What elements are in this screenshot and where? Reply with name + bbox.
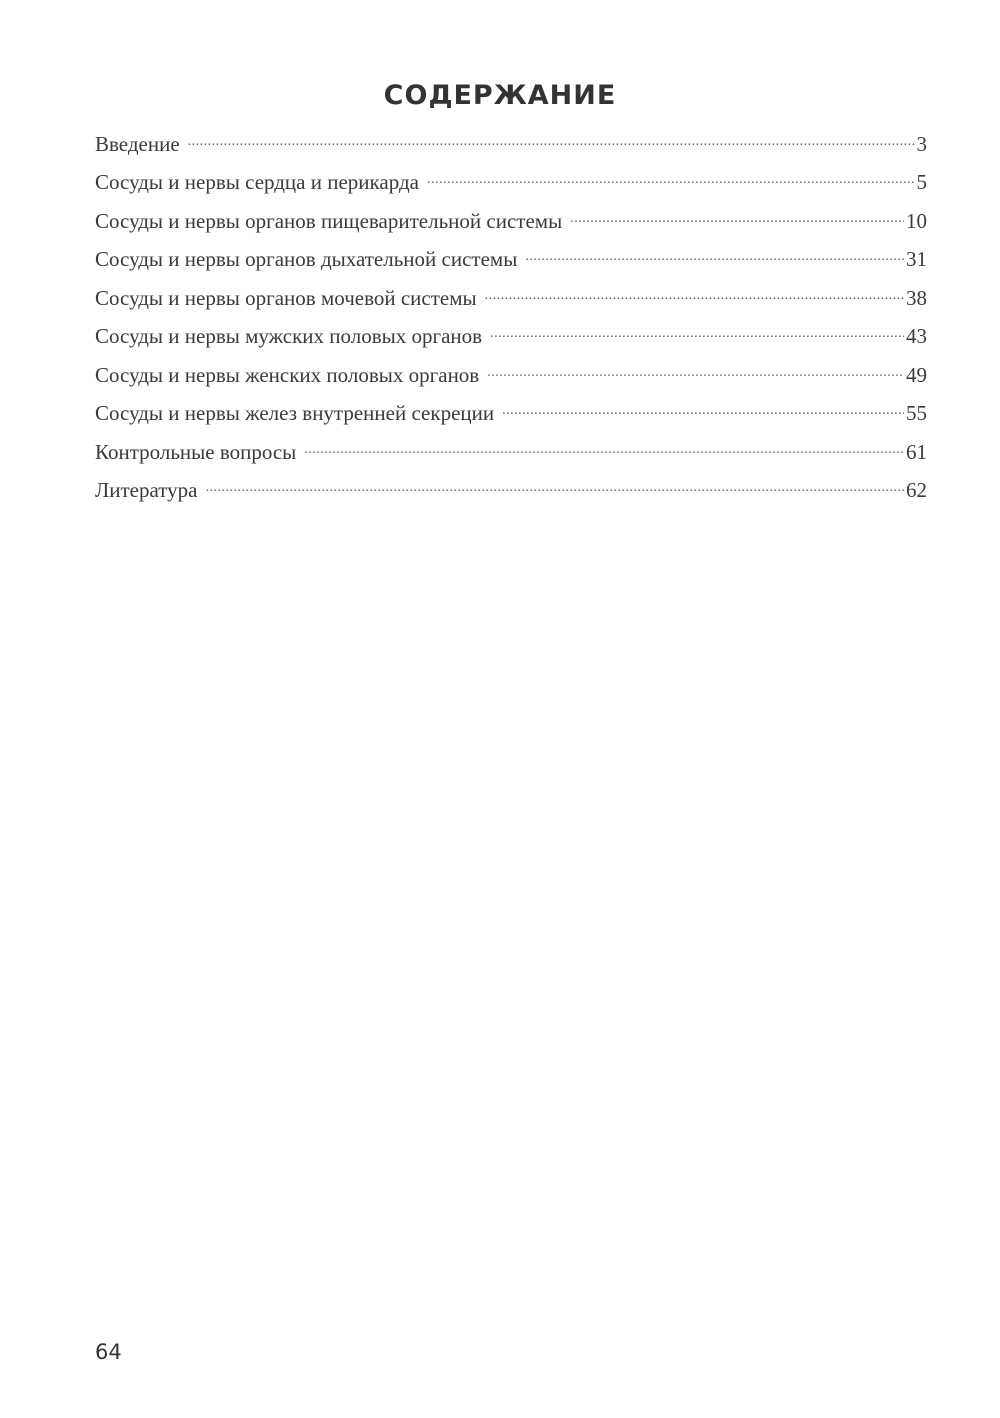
dot-leader: [485, 266, 904, 305]
toc-entry-page: 38: [906, 285, 927, 310]
toc-entry-title: Сосуды и нервы мужских половых органов: [95, 324, 483, 348]
table-of-contents: [95, 112, 927, 502]
toc-entry-introduction[interactable]: [95, 112, 927, 156]
toc-entry-title: Сосуды и нервы органов мочевой системы: [95, 285, 477, 310]
page-title: СОДЕРЖАНИЕ: [383, 80, 617, 112]
toc-entry-heart[interactable]: [95, 151, 927, 194]
toc-entry-page: 43: [906, 324, 927, 348]
toc-entry-title: Контрольные вопросы: [95, 439, 297, 464]
toc-entry-page: 10: [906, 208, 927, 233]
dot-leader: [487, 343, 904, 382]
page-number: 64: [95, 1340, 122, 1364]
toc-entry-page: 5: [916, 170, 927, 194]
toc-entry-page: 49: [906, 362, 927, 387]
toc-entry-page: 3: [916, 131, 927, 156]
toc-entry-title: Сосуды и нервы женских половых органов: [95, 362, 480, 387]
dot-leader: [525, 228, 904, 267]
toc-entry-title: Литература: [95, 478, 198, 502]
toc-entry-title: Введение: [95, 131, 180, 156]
dot-leader: [490, 305, 904, 344]
toc-entry-title: Сосуды и нервы органов пищеварительной системы: [95, 208, 563, 233]
toc-entry-title: Сосуды и нервы органов дыхательной системы: [95, 247, 518, 271]
dot-leader: [570, 189, 904, 228]
toc-entry-title: Сосуды и нервы желез внутренней секреции: [95, 401, 495, 425]
dot-leader: [188, 112, 915, 151]
toc-entry-page: 55: [906, 401, 927, 425]
dot-leader: [502, 382, 904, 421]
toc-entry-literature[interactable]: [95, 459, 927, 502]
toc-entry-page: 61: [906, 439, 927, 464]
dot-leader: [304, 420, 904, 459]
toc-entry-page: 62: [906, 478, 927, 502]
toc-entry-page: 31: [906, 247, 927, 271]
dot-leader: [427, 151, 915, 190]
dot-leader: [205, 459, 904, 498]
toc-entry-title: Сосуды и нервы сердца и перикарда: [95, 170, 419, 194]
